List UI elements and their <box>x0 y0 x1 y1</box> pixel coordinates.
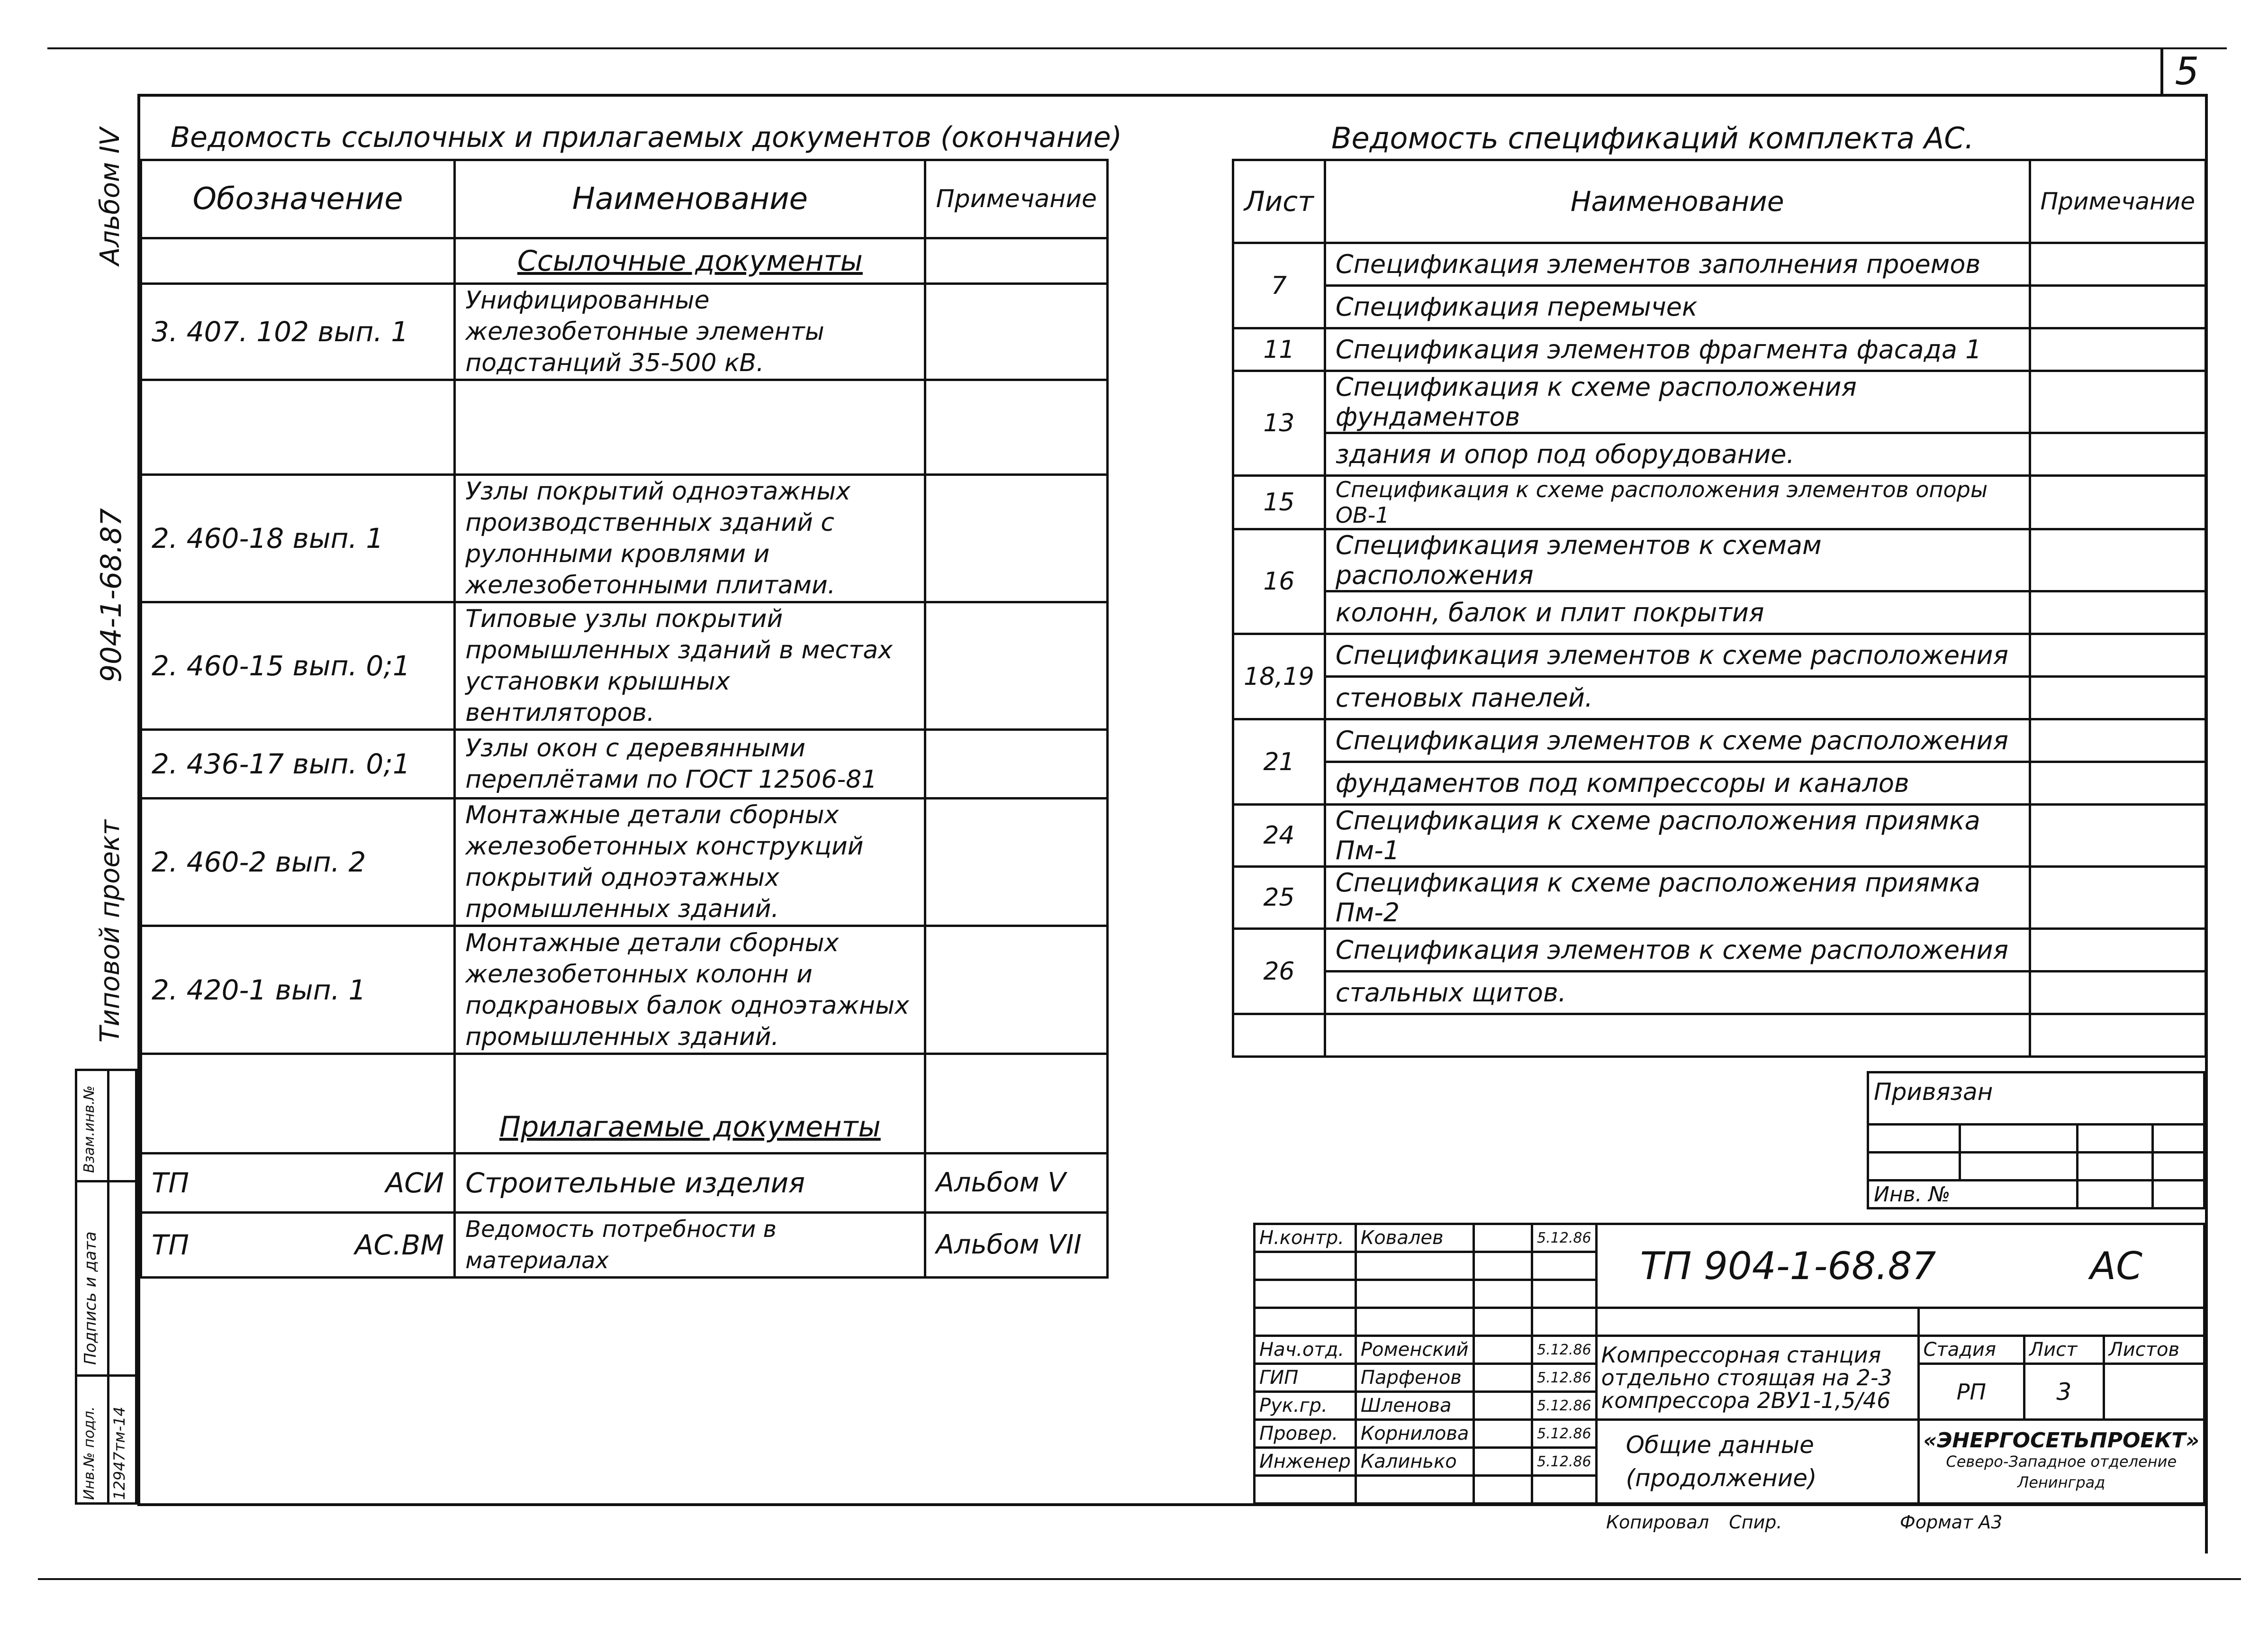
signature-date: 5.12.86 <box>1532 1364 1597 1392</box>
section-attached-documents: Прилагаемые документы <box>455 1054 925 1154</box>
original-inventory-cell: Инв.№ подл. <box>81 1406 98 1500</box>
signature-cell <box>1474 1448 1532 1476</box>
referenced-documents-table <box>140 159 1109 1279</box>
spec-line: Спецификация к схеме расположения приямка Пм-2 <box>1325 867 2030 929</box>
stage-value: РП <box>1918 1364 2024 1420</box>
spec-line: здания и опор под оборудование. <box>1325 433 2030 476</box>
stage-label: Стадия <box>1918 1336 2024 1364</box>
sheet-number-box <box>2160 47 2211 95</box>
spec-line: Спецификация к схеме расположения фундаментов <box>1325 371 2030 433</box>
header-note: Примечание <box>2030 160 2205 243</box>
table-row-name: Узлы окон с деревянными переплётами по ГОСТ 12506-81 <box>455 730 925 799</box>
binding-title: Привязан <box>1868 1072 2205 1125</box>
signature-name: Ковалев <box>1355 1224 1474 1252</box>
specifications-table <box>1232 159 2207 1058</box>
spec-line: Спецификация элементов к схеме расположения <box>1325 634 2030 677</box>
title-block <box>1253 1223 2205 1505</box>
sheet-number-cell: 15 <box>1233 476 1325 529</box>
replacement-inventory-cell: Взам.инв.№ <box>81 1085 98 1173</box>
left-table-title: Ведомость ссылочных и прилагаемых документов (окончание) <box>171 121 1122 154</box>
signature-name: Калинько <box>1355 1448 1474 1476</box>
page-bottom-line <box>38 1578 2241 1580</box>
sheet-number-cell: 18,19 <box>1233 634 1325 719</box>
table-row-name: Ведомость потребности в материалах <box>455 1213 925 1278</box>
spec-line: Спецификация элементов к схемам расположения <box>1325 529 2030 591</box>
project-code-vertical: 904-1-68.87 <box>95 508 128 682</box>
document-code-cell <box>1596 1224 2204 1308</box>
document-mark: АС <box>2090 1244 2142 1288</box>
sheet-number-cell: 26 <box>1233 929 1325 1014</box>
binding-block <box>1867 1071 2205 1209</box>
sheet-value: 3 <box>2024 1364 2104 1420</box>
attached-prefix: ТП <box>152 1229 190 1261</box>
attached-designation: АСИ <box>385 1167 444 1199</box>
table-row-designation: 2. 460-2 вып. 2 <box>141 799 455 926</box>
spec-line: Спецификация элементов к схеме расположения <box>1325 929 2030 972</box>
signature-role: Нач.отд. <box>1255 1336 1356 1364</box>
inventory-number: 12947тм-14 <box>110 1407 128 1500</box>
table-row-name: Унифицированные железобетонные элементы подстанций 35-500 кВ. <box>455 284 925 380</box>
sheet-number-cell: 25 <box>1233 867 1325 929</box>
sheet-number-cell: 13 <box>1233 371 1325 476</box>
sheet-number: 5 <box>2175 49 2199 93</box>
signature-name: Парфенов <box>1355 1364 1474 1392</box>
table-row-name: Монтажные детали сборных железобетонных колонн и подкрановых балок одноэтажных промышленных зданий. <box>455 926 925 1054</box>
spec-line: колонн, балок и плит покрытия <box>1325 591 2030 634</box>
signature-name: Шленова <box>1355 1392 1474 1420</box>
section-reference-documents: Ссылочные документы <box>455 238 925 284</box>
spec-line: Спецификация элементов к схеме расположения <box>1325 719 2030 762</box>
signature-cell <box>1474 1224 1532 1252</box>
table-row-designation: 2. 420-1 вып. 1 <box>141 926 455 1054</box>
table-row-note: Альбом V <box>925 1154 1108 1213</box>
side-stamp-strip <box>75 1069 137 1505</box>
signature-cell <box>1474 1420 1532 1448</box>
signature-cell <box>1474 1364 1532 1392</box>
inventory-label: Инв. № <box>1868 1181 2078 1208</box>
table-row-name: Монтажные детали сборных железобетонных конструкций покрытий одноэтажных промышленных зданий. <box>455 799 925 926</box>
spec-line: Спецификация элементов заполнения проемов <box>1325 243 2030 286</box>
signature-role: Н.контр. <box>1255 1224 1356 1252</box>
table-row-designation: 2. 460-15 вып. 0;1 <box>141 602 455 730</box>
signature-cell <box>1474 1336 1532 1364</box>
signature-date: 5.12.86 <box>1532 1420 1597 1448</box>
spec-line: Спецификация элементов фрагмента фасада 1 <box>1325 328 2030 371</box>
header-designation: Обозначение <box>141 160 455 238</box>
table-row-name: Узлы покрытий одноэтажных производственных зданий с рулонными кровлями и железобетонными плитами. <box>455 475 925 602</box>
header-sheet: Лист <box>1233 160 1325 243</box>
sheet-number-cell: 16 <box>1233 529 1325 634</box>
spec-line: фундаментов под компрессоры и каналов <box>1325 762 2030 805</box>
signature-role: Рук.гр. <box>1255 1392 1356 1420</box>
table-row-designation <box>141 1154 455 1213</box>
attached-prefix: ТП <box>152 1167 190 1199</box>
right-table-title: Ведомость спецификаций комплекта АС. <box>1331 121 1974 155</box>
copied-label: Копировал Спир. <box>1606 1512 1782 1533</box>
album-label: Альбом IV <box>95 127 126 265</box>
attached-designation: АС.ВМ <box>354 1229 444 1261</box>
sheet-label: Лист <box>2024 1336 2104 1364</box>
signature-date-cell: Подпись и дата <box>81 1231 100 1365</box>
spec-line: Спецификация перемычек <box>1325 286 2030 328</box>
signature-role: Инженер <box>1255 1448 1356 1476</box>
signature-role: Провер. <box>1255 1420 1356 1448</box>
object-name: Компрессорная станция отдельно стоящая на 2-3 компрессора 2ВУ1-1,5/46 <box>1596 1336 1918 1420</box>
table-row-name: Типовые узлы покрытий промышленных зданий в местах установки крышных вентиляторов. <box>455 602 925 730</box>
signature-name: Корнилова <box>1355 1420 1474 1448</box>
header-note: Примечание <box>925 160 1108 238</box>
sheet-number-cell: 7 <box>1233 243 1325 328</box>
sheet-number-cell: 11 <box>1233 328 1325 371</box>
signature-name: Роменский <box>1355 1336 1474 1364</box>
sheet-number-cell: 24 <box>1233 805 1325 867</box>
signature-cell <box>1474 1392 1532 1420</box>
signature-date: 5.12.86 <box>1532 1224 1597 1252</box>
spec-line: стеновых панелей. <box>1325 677 2030 719</box>
project-type-vertical: Типовой проект <box>95 819 126 1043</box>
signature-date: 5.12.86 <box>1532 1336 1597 1364</box>
table-row-designation <box>141 1213 455 1278</box>
sheets-label: Листов <box>2104 1336 2204 1364</box>
frame-top <box>137 94 2208 97</box>
header-name: Наименование <box>1325 160 2030 243</box>
table-row-note: Альбом VII <box>925 1213 1108 1278</box>
signature-date: 5.12.86 <box>1532 1448 1597 1476</box>
table-row-designation: 2. 460-18 вып. 1 <box>141 475 455 602</box>
table-row-designation: 3. 407. 102 вып. 1 <box>141 284 455 380</box>
document-code: ТП 904-1-68.87 <box>1640 1244 1936 1288</box>
sheet-number-cell: 21 <box>1233 719 1325 805</box>
spec-line: стальных щитов. <box>1325 972 2030 1014</box>
sheet-name: Общие данные (продолжение) <box>1596 1420 1918 1504</box>
table-row-name: Строительные изделия <box>455 1154 925 1213</box>
sheets-value <box>2104 1364 2204 1420</box>
signature-date: 5.12.86 <box>1532 1392 1597 1420</box>
format-label: Формат А3 <box>1900 1512 2003 1533</box>
page-top-line <box>47 47 2227 49</box>
header-name: Наименование <box>455 160 925 238</box>
signature-role: ГИП <box>1255 1364 1356 1392</box>
organization-cell <box>1918 1420 2204 1504</box>
spec-line: Спецификация к схеме расположения приямка Пм-1 <box>1325 805 2030 867</box>
spec-line: Спецификация к схеме расположения элементов опоры ОВ-1 <box>1325 476 2030 529</box>
table-row-designation: 2. 436-17 вып. 0;1 <box>141 730 455 799</box>
organization-name: «ЭНЕРГОСЕТЬПРОЕКТ» <box>1923 1428 2199 1453</box>
organization-branch: Северо-Западное отделение Ленинград <box>1946 1453 2177 1491</box>
